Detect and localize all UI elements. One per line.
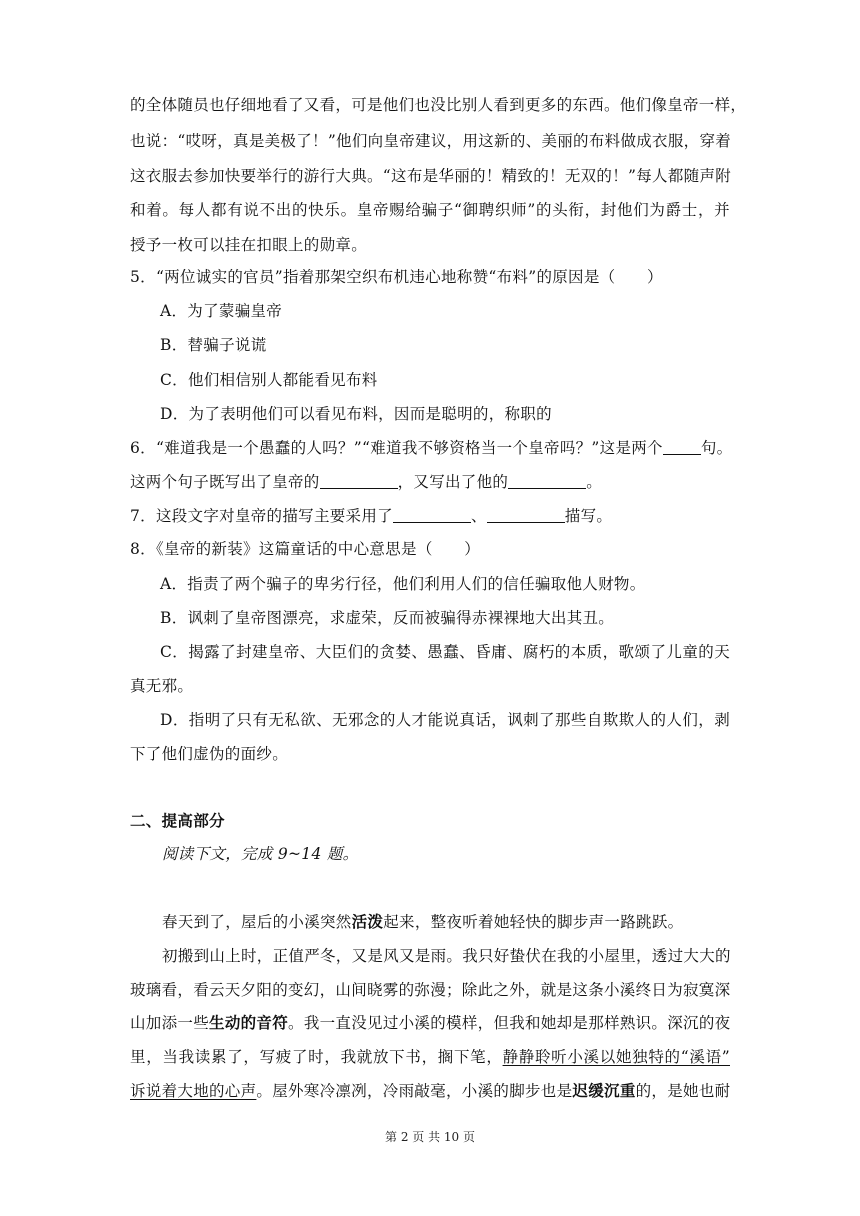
question-7-text-b: 、 [470,507,487,525]
question-5-option-a: A．为了蒙骗皇帝 [160,302,283,320]
passage-text: 的，是她也耐 [635,1082,731,1100]
question-8-option-d-line-1: D．指明了只有无私欲、无邪念的人才能说真话，讽刺了那些自欺欺人的人们，剥 [160,711,730,729]
passage-continuation-line-4: 和着。每人都有说不出的快乐。皇帝赐给骗子“御聘织师”的头衔，封他们为爵士，并 [130,201,730,219]
question-8-option-d-line-2: 下了他们虚伪的面纱。 [130,745,289,763]
question-6-text-e: 。 [586,473,603,491]
passage-paragraph-2-line-5 [130,1080,730,1102]
passage-continuation-line-5: 授予一枚可以挂在扣眼上的勋章。 [130,236,368,254]
passage-text: 里，当我读累了，写疲了时，我就放下书，搁下笔， [130,1048,503,1066]
passage-text: 山加添一些 [130,1014,210,1032]
passage-paragraph-1 [162,911,730,933]
passage-continuation-line-3: 这衣服去参加快要举行的游行大典。“这布是华丽的！精致的！无双的！”每人都随声附 [130,167,732,185]
passage-text: 起来，整夜听着她轻快的脚步声一路跳跃。 [383,913,684,931]
question-6-text-c: 这两个句子既写出了皇帝的 [130,473,320,491]
passage-bold-phrase: 迟缓沉重 [572,1081,636,1100]
passage-paragraph-2-line-1: 初搬到山上时，正值严冬，又是风又是雨。我只好蛰伏在我的小屋里，透过大大的 [162,947,731,965]
page-footer: 第 2 页 共 10 页 [385,1130,475,1144]
section-2-instruction: 阅读下文，完成 9~14 题。 [162,845,359,863]
answer-blank[interactable] [508,472,586,489]
passage-continuation-line-2: 也说：“哎呀，真是美极了！”他们向皇帝建议，用这新的、美丽的布料做成衣服，穿着 [130,132,732,150]
answer-blank[interactable] [320,472,398,489]
question-6-text-b: 句。 [700,439,733,457]
question-7-text-c: 描写。 [564,507,613,525]
passage-bold-phrase: 生动的音符 [209,1013,289,1032]
passage-underlined-sentence: 诉说着大地的心声 [130,1082,257,1100]
answer-blank[interactable] [663,438,701,455]
passage-bold-word: 活泼 [351,912,384,931]
answer-blank[interactable] [393,506,471,523]
question-8-stem: 8．《皇帝的新装》这篇童话的中心意思是（ ） [130,540,481,558]
question-7-text-a: 7．这段文字对皇帝的描写主要采用了 [130,507,393,525]
passage-text: 。屋外寒冷凛冽，冷雨敲毫，小溪的脚步也是 [256,1082,573,1100]
question-6-text-d: ，又写出了他的 [397,473,509,491]
question-5-stem: 5．“两位诚实的官员”指着那架空织布机违心地称赞“布料”的原因是（ ） [130,268,663,286]
question-6-text-a: 6．“难道我是一个愚蠢的人吗？”“难道我不够资格当一个皇帝吗？”这是两个 [130,439,663,457]
question-8-option-c-line-1: C．揭露了封建皇帝、大臣们的贪婪、愚蠢、昏庸、腐朽的本质，歌颂了儿童的天 [160,643,730,661]
passage-underlined-sentence: 静静聆听小溪以她独特的“溪语” [502,1048,730,1066]
passage-text: 春天到了，屋后的小溪突然 [162,913,352,931]
question-7 [130,505,730,527]
question-6-line-1 [130,437,733,459]
question-6-line-2 [130,471,730,493]
question-8-option-c-line-2: 真无邪。 [130,677,194,695]
passage-text: 。我一直没见过小溪的模样，但我和她却是那样熟识。深沉的夜 [288,1014,731,1032]
question-8-option-b: B．讽刺了皇帝图漂亮，求虚荣，反而被骗得赤裸裸地大出其丑。 [160,609,615,627]
question-5-option-b: B．替骗子说谎 [160,336,267,354]
question-8-option-a: A．指责了两个骗子的卑劣行径，他们利用人们的信任骗取他人财物。 [160,575,646,593]
passage-paragraph-2-line-2: 玻璃看，看云天夕阳的变幻，山间晓雾的弥漫；除此之外，就是这条小溪终日为寂寞深 [130,981,731,999]
passage-continuation-line-1: 的全体随员也仔细地看了又看，可是他们也没比别人看到更多的东西。他们像皇帝一样， [130,96,747,114]
section-2-title: 二、提高部分 [130,812,225,830]
passage-paragraph-2-line-4 [130,1046,730,1068]
answer-blank[interactable] [487,506,565,523]
question-5-option-c: C．他们相信别人都能看见布料 [160,371,378,389]
passage-paragraph-2-line-3 [130,1012,730,1034]
question-5-option-d: D．为了表明他们可以看见布料，因而是聪明的，称职的 [160,405,552,423]
